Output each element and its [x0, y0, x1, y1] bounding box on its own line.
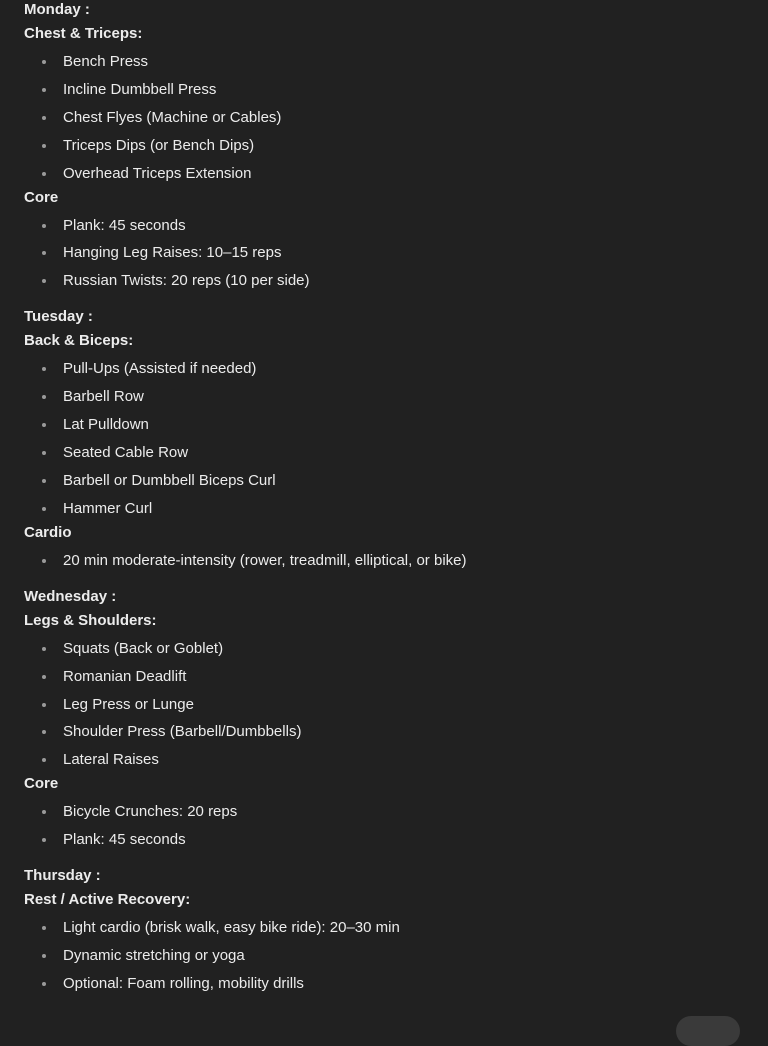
list-item: Triceps Dips (or Bench Dips) [24, 136, 748, 156]
exercise-list [24, 216, 748, 292]
list-item: Plank: 45 seconds [24, 830, 748, 850]
exercise-list [24, 359, 748, 518]
group-heading: Legs & Shoulders: [24, 611, 157, 629]
workout-document [24, 0, 748, 1024]
list-item: Bicycle Crunches: 20 reps [24, 802, 748, 822]
exercise-list [24, 802, 748, 850]
exercise-list [24, 918, 748, 994]
list-item: Shoulder Press (Barbell/Dumbbells) [24, 722, 748, 742]
list-item: Incline Dumbbell Press [24, 80, 748, 100]
list-item: Lat Pulldown [24, 415, 748, 435]
day-heading-monday: Monday : [24, 1, 90, 18]
list-item: Barbell Row [24, 387, 748, 407]
list-item: Seated Cable Row [24, 443, 748, 463]
list-item: Chest Flyes (Machine or Cables) [24, 108, 748, 128]
list-item: Optional: Foam rolling, mobility drills [24, 974, 748, 994]
list-item: Hanging Leg Raises: 10–15 reps [24, 243, 748, 263]
list-item: Plank: 45 seconds [24, 216, 748, 236]
group-heading: Back & Biceps: [24, 332, 134, 350]
list-item: Light cardio (brisk walk, easy bike ride): 20–30 min [24, 918, 748, 938]
list-item: Barbell or Dumbbell Biceps Curl [24, 471, 748, 491]
list-item: Squats (Back or Goblet) [24, 639, 748, 659]
list-item: Leg Press or Lunge [24, 695, 748, 715]
list-item: Hammer Curl [24, 499, 748, 519]
day-heading-thursday: Thursday : [24, 867, 101, 885]
group-heading: Core [24, 775, 59, 793]
group-heading: Cardio [24, 523, 72, 541]
group-heading: Chest & Triceps: [24, 25, 143, 42]
list-item: Russian Twists: 20 reps (10 per side) [24, 271, 748, 291]
exercise-list [24, 639, 748, 771]
exercise-list [24, 52, 748, 184]
group-heading: Core [24, 188, 59, 206]
list-item: Dynamic stretching or yoga [24, 946, 748, 966]
list-item: Bench Press [24, 52, 748, 72]
day-heading-wednesday: Wednesday : [24, 587, 117, 605]
list-item: Lateral Raises [24, 750, 748, 770]
scroll-button[interactable] [676, 1016, 740, 1046]
list-item: Pull-Ups (Assisted if needed) [24, 359, 748, 379]
list-item: 20 min moderate-intensity (rower, treadmill, elliptical, or bike) [24, 551, 748, 571]
list-item: Romanian Deadlift [24, 667, 748, 687]
exercise-list [24, 551, 748, 571]
list-item: Overhead Triceps Extension [24, 164, 748, 184]
group-heading: Rest / Active Recovery: [24, 891, 191, 909]
day-heading-tuesday: Tuesday : [24, 308, 93, 326]
